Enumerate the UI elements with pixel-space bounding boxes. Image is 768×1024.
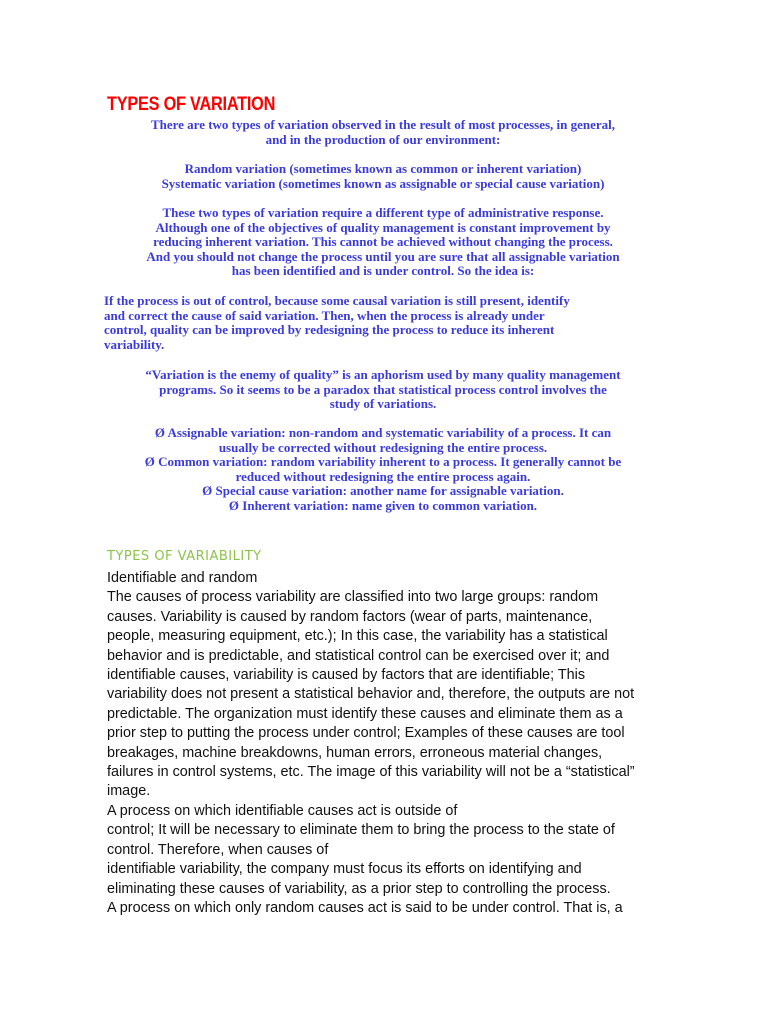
definitions-list: Ø Assignable variation: non-random and systematic variability of a process. It can usually be corrected without redesigning the entire process. Ø Common variation: random variability inherent to a process. It generally cannot be reduced without redesigning the entire process again. Ø Special cause variation: another name for assignable variation. Ø Inherent variation: name given to common variation.: [144, 425, 622, 513]
page-title: TYPES OF VARIATION: [107, 94, 276, 115]
administrative-response-paragraph: These two types of variation require a different type of administrative response. Although one of the objectives of quality management is constant improvement by reducing inherent variation. This cannot be achieved without changing the process. And you should not change the process until you are sure that all assignable variation has been identified and is under control. So the idea is:: [146, 205, 620, 279]
out-of-control-paragraph: If the process is out of control, because some causal variation is still present, identify and correct the cause of said variation. Then, when the process is already under control, quality can be improved by redesigning the process to reduce its inherent variability.: [104, 293, 570, 352]
section-heading: TYPES OF VARIABILITY: [107, 549, 262, 564]
quote-paragraph: “Variation is the enemy of quality” is an aphorism used by many quality management programs. So it seems to be a paradox that statistical process control involves the study of variations.: [145, 367, 621, 412]
body-paragraph: Identifiable and random The causes of process variability are classified into two large groups: random causes. Variability is caused by random factors (wear of parts, maintenance, people, measuring equipment, etc.); In this case, the variability has a statistical behavior and is predictable, and statistical control can be exercised over it; and identifiable causes, variability is caused by factors that are identifiable; This variability does not present a statistical behavior and, therefore, the outputs are not predictable. The organization must identify these causes and eliminate them as a prior step to putting the process under control; Examples of these causes are tool breakages, machine breakdowns, human errors, erroneous material changes, failures in control systems, etc. The image of this variability will not be a “statistical” image. A process on which identifiable causes act is outside of control; It will be necessary to eliminate them to bring the process to the state of control. Therefore, when causes of identifiable variability, the company must focus its efforts on identifying and eliminating these causes of variability, as a prior step to controlling the process. A process on which only random causes act is said to be under control. That is, a: [107, 570, 635, 916]
intro-paragraph: There are two types of variation observed in the result of most processes, in general, and in the production of our environment:: [150, 117, 616, 147]
variation-types-list: Random variation (sometimes known as common or inherent variation) Systematic variation (sometimes known as assignable or special cause variation): [161, 161, 605, 191]
